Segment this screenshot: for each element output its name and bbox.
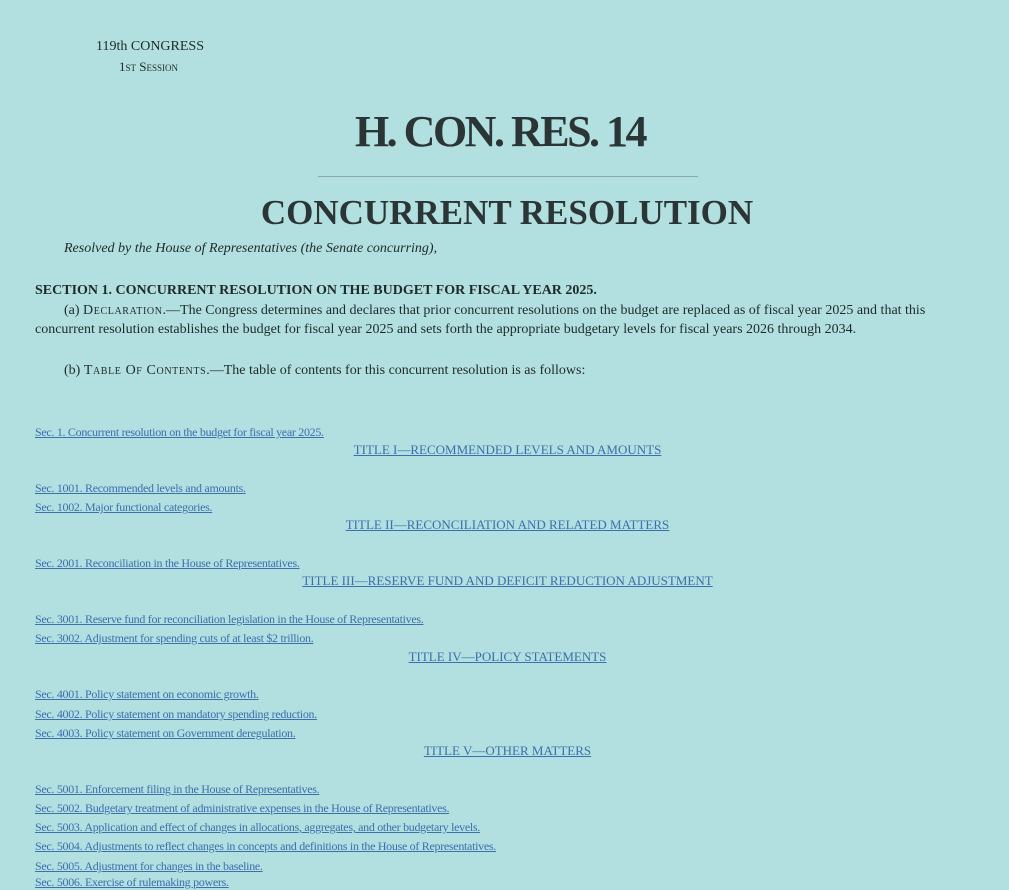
bill-id-title: H. CON. RES. 14 [354, 107, 646, 156]
toc-link-sec-5002[interactable]: Sec. 5002. Budgetary treatment of administrative expenses in the House of Representatives. [35, 801, 450, 815]
title-divider [318, 176, 698, 177]
toc-link-sec-5005[interactable]: Sec. 5005. Adjustment for changes in the baseline. [35, 859, 263, 873]
toc-link-sec-1002[interactable]: Sec. 1002. Major functional categories. [35, 500, 213, 514]
toc-link-sec-5001[interactable]: Sec. 5001. Enforcement filing in the House of Representatives. [35, 782, 320, 796]
declaration-prefix: (a) [64, 303, 84, 318]
table-of-contents-paragraph [35, 362, 965, 380]
declaration-paragraph [35, 301, 965, 339]
toc-link-sec-5004[interactable]: Sec. 5004. Adjustments to reflect changes in concepts and definitions in the House of Representatives. [35, 839, 496, 853]
toc-link-title-1[interactable]: TITLE I—RECOMMENDED LEVELS AND AMOUNTS [353, 442, 662, 457]
toc-heading: Table Of Contents [83, 363, 207, 378]
toc-link-title-5[interactable]: TITLE V—OTHER MATTERS [423, 743, 592, 758]
resolved-clause: Resolved by the House of Representatives (the Senate concurring), [64, 241, 438, 256]
toc-link-sec-4002[interactable]: Sec. 4002. Policy statement on mandatory spending reduction. [35, 707, 317, 721]
toc-intro-text: .—The table of contents for this concurrent resolution is as follows: [206, 363, 586, 378]
declaration-heading: Declaration [83, 303, 163, 318]
toc-link-sec-2001[interactable]: Sec. 2001. Reconciliation in the House of Representatives. [35, 556, 300, 570]
congress-label: 119th CONGRESS [96, 39, 205, 54]
declaration-text: .—The Congress determines and declares that prior concurrent resolutions on the budget are replaced as of fiscal year 2025 and that this concurrent resolution establishes the budget for fiscal year 2025 and sets forth the appropriate budgetary levels for fiscal years 2026 through 2034. [35, 303, 926, 337]
toc-link-sec-5003[interactable]: Sec. 5003. Application and effect of changes in allocations, aggregates, and other budgetary levels. [35, 820, 480, 834]
toc-link-sec-3002[interactable]: Sec. 3002. Adjustment for spending cuts of at least $2 trillion. [35, 631, 314, 645]
document-type-heading: CONCURRENT RESOLUTION [260, 193, 754, 232]
session-label: 1st Session [119, 59, 178, 74]
toc-link-sec-3001[interactable]: Sec. 3001. Reserve fund for reconciliation legislation in the House of Representatives. [35, 612, 424, 626]
toc-link-sec-4001[interactable]: Sec. 4001. Policy statement on economic growth. [35, 687, 259, 701]
section-1-heading: SECTION 1. CONCURRENT RESOLUTION ON THE BUDGET FOR FISCAL YEAR 2025. [35, 283, 597, 298]
toc-link-title-3[interactable]: TITLE III—RESERVE FUND AND DEFICIT REDUCTION ADJUSTMENT [302, 573, 713, 588]
toc-link-title-4[interactable]: TITLE IV—POLICY STATEMENTS [408, 649, 607, 664]
toc-link-sec-5006[interactable]: Sec. 5006. Exercise of rulemaking powers. [35, 875, 229, 889]
toc-link-title-2[interactable]: TITLE II—RECONCILIATION AND RELATED MATTERS [345, 517, 670, 532]
toc-prefix: (b) [64, 363, 84, 378]
toc-link-sec-4003[interactable]: Sec. 4003. Policy statement on Government deregulation. [35, 726, 296, 740]
toc-link-sec-1[interactable]: Sec. 1. Concurrent resolution on the budget for fiscal year 2025. [35, 425, 324, 439]
toc-link-sec-1001[interactable]: Sec. 1001. Recommended levels and amounts. [35, 481, 246, 495]
